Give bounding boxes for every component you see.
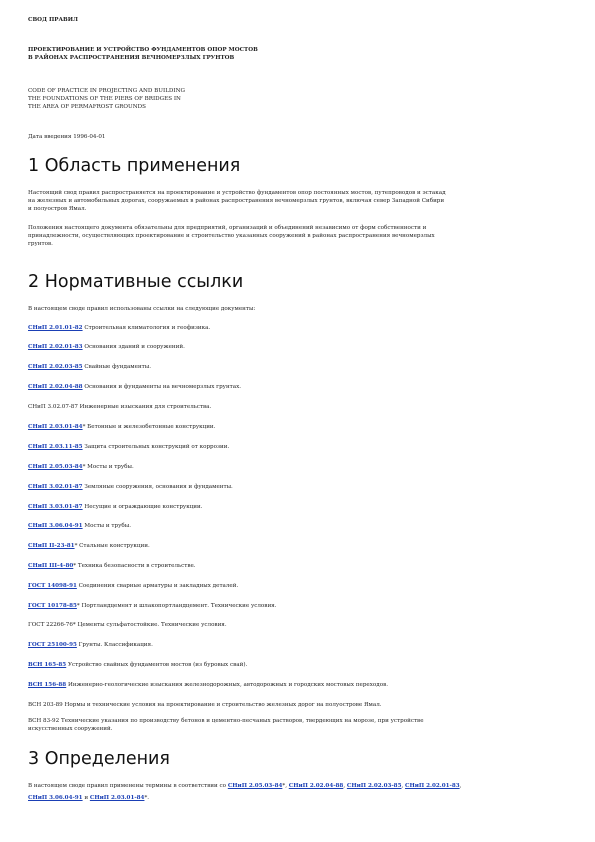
reference-link[interactable]: ГОСТ 14098-91 — [28, 583, 77, 589]
reference-link[interactable]: СНиП III-4-80 — [28, 563, 74, 569]
reference-item — [28, 464, 568, 472]
section-3-title: 3 Определения — [28, 749, 170, 769]
s3-star-0: * — [282, 783, 286, 789]
section-2-title: 2 Нормативные ссылки — [28, 272, 244, 292]
title-en-line-2: THE FOUNDATIONS OF THE PIERS OF BRIDGES IN — [28, 96, 181, 102]
reference-title: * Мосты и трубы. — [82, 464, 134, 470]
title-ru-line-2: В РАЙОНАХ РАСПРОСТРАНЕНИЯ ВЕЧНОМЕРЗЛЫХ ГРУНТОВ — [28, 55, 235, 61]
reference-item — [28, 622, 568, 630]
reference-title: Грунты. Классификация. — [76, 642, 153, 648]
reference-link[interactable]: СНиП 3.06.04-91 — [28, 523, 83, 529]
s3-sep-0: , — [285, 783, 287, 789]
reference-item — [28, 682, 568, 690]
reference-code: ВСН 203-89 — [28, 702, 63, 708]
reference-item — [28, 563, 568, 571]
reference-item — [28, 344, 568, 352]
reference-title: * Портландцемент и шлакопортландцемент. Технические условия. — [76, 603, 277, 609]
reference-item — [28, 325, 568, 333]
reference-title: Нормы и технические условия на проектирование и строительство железных дорог на полуострове Ямал. — [62, 702, 382, 708]
s3-link-5[interactable]: СНиП 2.03.01-84 — [89, 795, 145, 801]
reference-link[interactable]: СНиП 2.02.04-88 — [28, 384, 83, 390]
reference-item — [28, 404, 568, 412]
s3-and: и — [84, 795, 89, 801]
section-1-paragraph-1-line-2: на железных и автомобильных дорогах, сооружаемых в районах распространения вечномерзлых грунтов, включая север Западной Сибири — [28, 198, 445, 204]
section-1-paragraph-1-line-3: и полуостров Ямал. — [28, 206, 87, 212]
reference-item — [28, 702, 568, 710]
s3-link-1[interactable]: СНиП 2.02.04-88 — [288, 783, 344, 789]
reference-code: ВСН 83-92 — [28, 718, 60, 724]
reference-title: Соединения сварные арматуры и закладных деталей. — [76, 583, 239, 589]
s3-sep-1: , — [343, 783, 346, 789]
s3-link-4[interactable]: СНиП 3.06.04-91 — [28, 795, 83, 801]
reference-item — [28, 364, 568, 372]
section-3-text: В настоящем своде правил применены термины в соответствии со — [28, 783, 227, 789]
reference-last-continuation: искусственных сооружений. — [28, 726, 113, 732]
reference-item — [28, 484, 568, 492]
section-1-paragraph-2-line-2: принадлежности, осуществляющих проектирование и строительство указанных сооружений в районах распространения вечномерзлых — [28, 233, 435, 239]
reference-item — [28, 583, 568, 591]
reference-link[interactable]: СНиП 2.03.11-85 — [28, 444, 83, 450]
reference-link[interactable]: СНиП 2.01.01-82 — [28, 325, 83, 331]
section-1-paragraph-1-line-1: Настоящий свод правил распространяется на проектирование и устройство фундаментов опор постоянных мостов, путепроводов и эстакад — [28, 190, 446, 196]
reference-title: Земляные сооружения, основания и фундаменты. — [82, 484, 233, 490]
reference-code: СНиП 3.02.07-87 — [28, 404, 78, 410]
reference-title: Инженерные изыскания для строительства. — [77, 404, 212, 410]
reference-link[interactable]: ВСН 156-88 — [28, 682, 67, 688]
s3-sep-2: , — [401, 783, 404, 789]
reference-item — [28, 662, 568, 670]
reference-link[interactable]: СНиП 3.03.01-87 — [28, 504, 83, 510]
title-ru-line-1: ПРОЕКТИРОВАНИЕ И УСТРОЙСТВО ФУНДАМЕНТОВ ОПОР МОСТОВ — [28, 47, 258, 53]
reference-item — [28, 642, 568, 650]
section-2-intro: В настоящем своде правил использованы ссылки на следующие документы: — [28, 306, 256, 312]
reference-title: Несущие и ограждающие конструкции. — [82, 504, 203, 510]
s3-star-5: * — [144, 795, 148, 801]
reference-title: Технические указания по производству бетонов и цементно-песчаных растворов, твердеющих на морозе, при устройстве — [59, 718, 424, 724]
reference-link[interactable]: ГОСТ 10178-85 — [28, 603, 77, 609]
reference-title: Основания и фундаменты на вечномерзлых грунтах. — [82, 384, 242, 390]
s3-sep-3: , — [459, 783, 462, 789]
reference-item — [28, 543, 568, 551]
reference-link[interactable]: СНиП II-23-81 — [28, 543, 75, 549]
s3-end: . — [147, 795, 150, 801]
reference-title: Свайные фундаменты. — [82, 364, 152, 370]
reference-title: Строительная климатология и геофизика. — [82, 325, 211, 331]
doc-type: СВОД ПРАВИЛ — [28, 17, 78, 23]
reference-item — [28, 504, 568, 512]
reference-title: Основания зданий и сооружений. — [82, 344, 185, 350]
title-en-line-1: CODE OF PRACTICE IN PROJECTING AND BUILDING — [28, 88, 185, 94]
s3-link-2[interactable]: СНиП 2.02.03-85 — [346, 783, 402, 789]
reference-code: ГОСТ 22266-76 — [28, 622, 73, 628]
reference-item — [28, 718, 568, 726]
reference-link[interactable]: ВСН 165-85 — [28, 662, 67, 668]
reference-title: Инженерно-геологические изыскания железнодорожных, автодорожных и городских мостовых переходов. — [66, 682, 389, 688]
section-3-paragraph-line-2 — [28, 795, 568, 803]
reference-title: * Техника безопасности в строительстве. — [73, 563, 196, 569]
s3-link-3[interactable]: СНиП 2.02.01-83 — [405, 783, 460, 789]
reference-link[interactable]: ГОСТ 25100-95 — [28, 642, 77, 648]
reference-item — [28, 424, 568, 432]
reference-title: Устройство свайных фундаментов мостов (из буровых свай). — [66, 662, 248, 668]
reference-item — [28, 603, 568, 611]
section-1-paragraph-2-line-1: Положения настоящего документа обязательны для предприятий, организаций и объединений независимо от форм собственности и — [28, 225, 427, 231]
effective-date: Дата введения 1996-04-01 — [28, 134, 106, 140]
reference-link[interactable]: СНиП 2.03.01-84 — [28, 424, 83, 430]
reference-title: Мосты и трубы. — [82, 523, 131, 529]
reference-item — [28, 523, 568, 531]
s3-link-0[interactable]: СНиП 2.05.03-84 — [227, 783, 283, 789]
title-en-line-3: THE AREA OF PERMAFROST GROUNDS — [28, 104, 146, 110]
reference-link[interactable]: СНиП 2.02.03-85 — [28, 364, 83, 370]
reference-title: * Стальные конструкции. — [74, 543, 150, 549]
section-3-paragraph-line-1 — [28, 783, 568, 791]
reference-item — [28, 444, 568, 452]
reference-link[interactable]: СНиП 2.05.03-84 — [28, 464, 83, 470]
section-1-paragraph-2-line-3: грунтов. — [28, 241, 53, 247]
reference-title: * Цементы сульфатостойкие. Технические условия. — [72, 622, 227, 628]
reference-item — [28, 384, 568, 392]
reference-title: Защита строительных конструкций от коррозии. — [82, 444, 230, 450]
reference-link[interactable]: СНиП 3.02.01-87 — [28, 484, 83, 490]
section-1-title: 1 Область применения — [28, 156, 241, 176]
reference-link[interactable]: СНиП 2.02.01-83 — [28, 344, 83, 350]
reference-title: * Бетонные и железобетонные конструкции. — [82, 424, 216, 430]
